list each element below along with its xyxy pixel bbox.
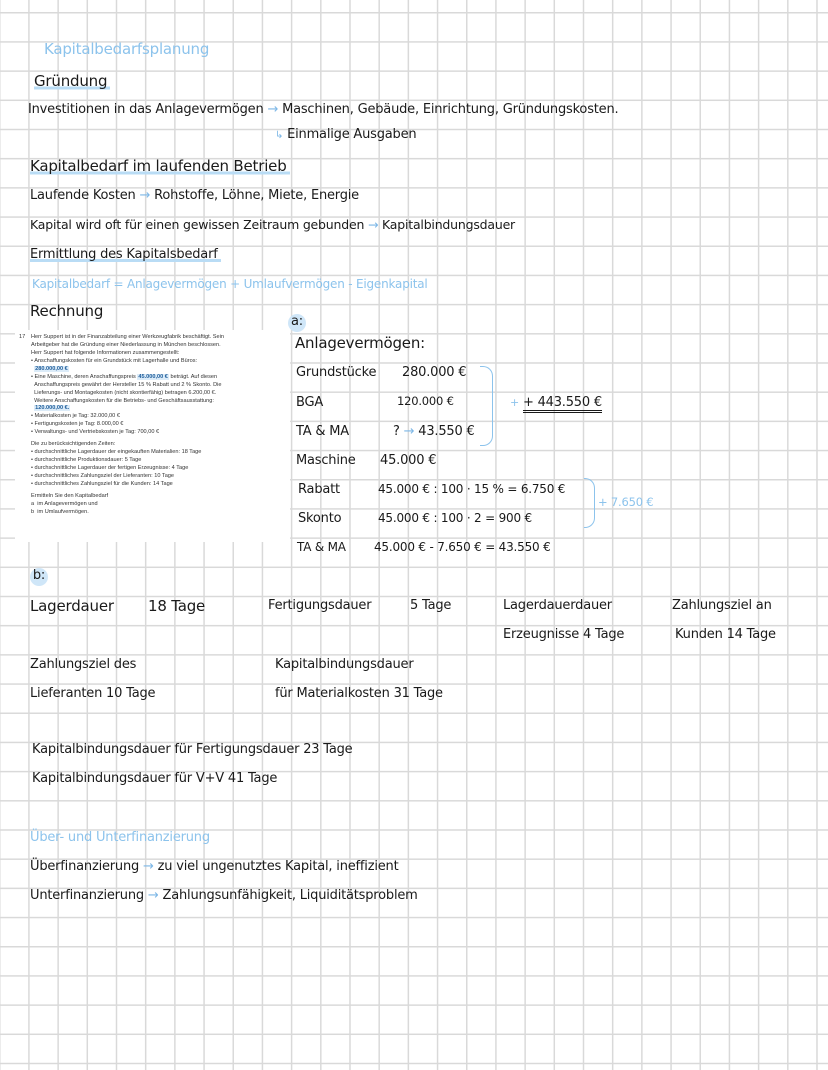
rabatt-calc: 45.000 € : 100 · 15 % = 6.750 €: [378, 482, 566, 496]
row-tama-label: TA & MA: [296, 424, 349, 439]
lieferanten-line1: Zahlungsziel des: [30, 657, 137, 672]
laufend-binding-line: Kapital wird oft für einen gewissen Zeitraum gebunden → Kapitalbindungsdauer: [30, 217, 515, 232]
maschine-label: Maschine: [296, 453, 356, 468]
unterfinanzierung-line: Unterfinanzierung → Zahlungsunfähigkeit, Liquiditätsproblem: [30, 888, 418, 903]
row-tama-value: ? → 43.550 €: [393, 424, 475, 439]
row-bga-label: BGA: [296, 395, 324, 410]
kunden-line1: Zahlungsziel an: [672, 598, 772, 613]
amount-grundstueck: 280.000,00 €: [35, 365, 68, 372]
gruendung-line: Investitionen in das Anlagevermögen → Maschinen, Gebäude, Einrichtung, Gründungskosten.: [28, 102, 619, 117]
amount-maschine: 45.000,00 €: [138, 373, 168, 380]
section-heading-ermittlung: Ermittlung des Kapitalsbedarf: [30, 248, 221, 261]
gruendung-sub-line: ↳ Einmalige Ausgaben: [275, 127, 417, 142]
discount-brace-icon: [584, 478, 595, 528]
fertigungsdauer-label: Fertigungsdauer: [268, 598, 372, 613]
erzeugnisse-line2: Erzeugnisse 4 Tage: [503, 627, 625, 642]
maschine-value: 45.000 €: [380, 453, 437, 468]
part-a-label: a:: [288, 314, 306, 332]
row-grundstuecke-value: 280.000 €: [402, 365, 467, 380]
kbd-material-line2: für Materialkosten 31 Tage: [275, 686, 443, 701]
tama-calc: 45.000 € - 7.650 € = 43.550 €: [374, 540, 551, 554]
sum-brace-icon: [480, 366, 493, 446]
skonto-calc: 45.000 € : 100 · 2 = 900 €: [378, 511, 532, 525]
erzeugnisse-line1: Lagerdauerdauer: [503, 598, 612, 613]
arrow-right-icon: →: [139, 188, 151, 203]
lagerdauer-label: Lagerdauer: [30, 597, 114, 615]
page-title: Kapitalbedarfsplanung: [44, 40, 210, 58]
fertigungsdauer-value: 5 Tage: [410, 598, 452, 613]
task-number: 17: [19, 334, 26, 340]
arrow-right-icon: →: [147, 888, 159, 903]
row-grundstuecke-label: Grundstücke: [296, 365, 377, 380]
anlagevermoegen-sum: + + 443.550 €: [510, 396, 602, 409]
arrow-right-icon: →: [267, 102, 279, 117]
kbd-fertigung: Kapitalbindungsdauer für Fertigungsdauer 23 Tage: [32, 742, 353, 757]
part-b-label: b:: [30, 568, 48, 586]
tama-label: TA & MA: [297, 540, 346, 554]
arrow-right-icon: →: [367, 217, 379, 232]
task-box: 17 Herr Suppert ist in der Finanzabteilung einer Werkzeugfabrik beschäftigt. Sein Arbeitgeber hat die Gründung einer Niederlassung in München beschlossen. Herr Suppert hat folgende Informationen zusammengestellt: • Anschaffungskosten für ein Grundstück mit Lagerhalle und Büros: 280.000,00 € • Eine Maschine, deren Anschaffungspreis 45.000,00 € beträgt. Auf diesen Anschaffungspreis gewährt der Hersteller 15 % Rabatt und 2 % Skonto. Die Lieferungs- und Montagekosten (nicht skontierfähig) betragen 6.200,00 €. Weitere Anschaffungskosten für die Betriebs- und Geschäftsausstattung: 120.000,00 €. • Materialkosten je Tag: 32.000,00 € • Fertigungskosten je Tag: 8.000,00 € • Verwaltungs- und Vertriebskosten je Tag: 700,00 € Die zu berücksichtigenden Zeiten: • durchschnittliche Lagerdauer der eingekauften Materialien: 18 Tage • durchschnittliche Produktionsdauer: 5 Tage • durchschnittliche Lagerdauer der fertigen Erzeugnisse: 4 Tage • durchschnittliches Zahlungsziel der Lieferanten: 10 Tage • durchschnittliches Zahlungsziel für die Kunden: 14 Tage Ermitteln Sie den Kapitalbedarf a im Anlagevermögen und b im Umlaufvermögen.: [15, 330, 290, 542]
lieferanten-line2: Lieferanten 10 Tage: [30, 686, 156, 701]
skonto-label: Skonto: [298, 511, 342, 526]
capital-formula: Kapitalbedarf = Anlagevermögen + Umlaufvermögen - Eigenkapital: [32, 277, 428, 291]
lagerdauer-value: 18 Tage: [148, 597, 206, 615]
ueberfinanzierung-line: Überfinanzierung → zu viel ungenutztes Kapital, ineffizient: [30, 859, 399, 874]
kbd-vv: Kapitalbindungsdauer für V+V 41 Tage: [32, 771, 278, 786]
finanzierung-heading: Über- und Unterfinanzierung: [30, 830, 210, 845]
section-heading-laufend: Kapitalbedarf im laufenden Betrieb: [30, 159, 290, 174]
kunden-line2: Kunden 14 Tage: [675, 627, 776, 642]
arrow-right-icon: →: [403, 424, 415, 439]
anlagevermoegen-heading: Anlagevermögen:: [295, 334, 425, 352]
discount-sum: + 7.650 €: [598, 495, 654, 509]
kbd-material-line1: Kapitalbindungsdauer: [275, 657, 414, 672]
rabatt-label: Rabatt: [298, 482, 340, 497]
row-bga-value: 120.000 €: [397, 394, 454, 408]
rechnung-heading: Rechnung: [30, 302, 104, 320]
arrow-right-icon: →: [143, 859, 154, 874]
amount-bga: 120.000,00 €.: [35, 405, 70, 412]
section-heading-gruendung: Gründung: [34, 74, 110, 89]
return-arrow-icon: ↳: [275, 130, 284, 141]
laufend-costs-line: Laufende Kosten → Rohstoffe, Löhne, Miete, Energie: [30, 188, 359, 203]
